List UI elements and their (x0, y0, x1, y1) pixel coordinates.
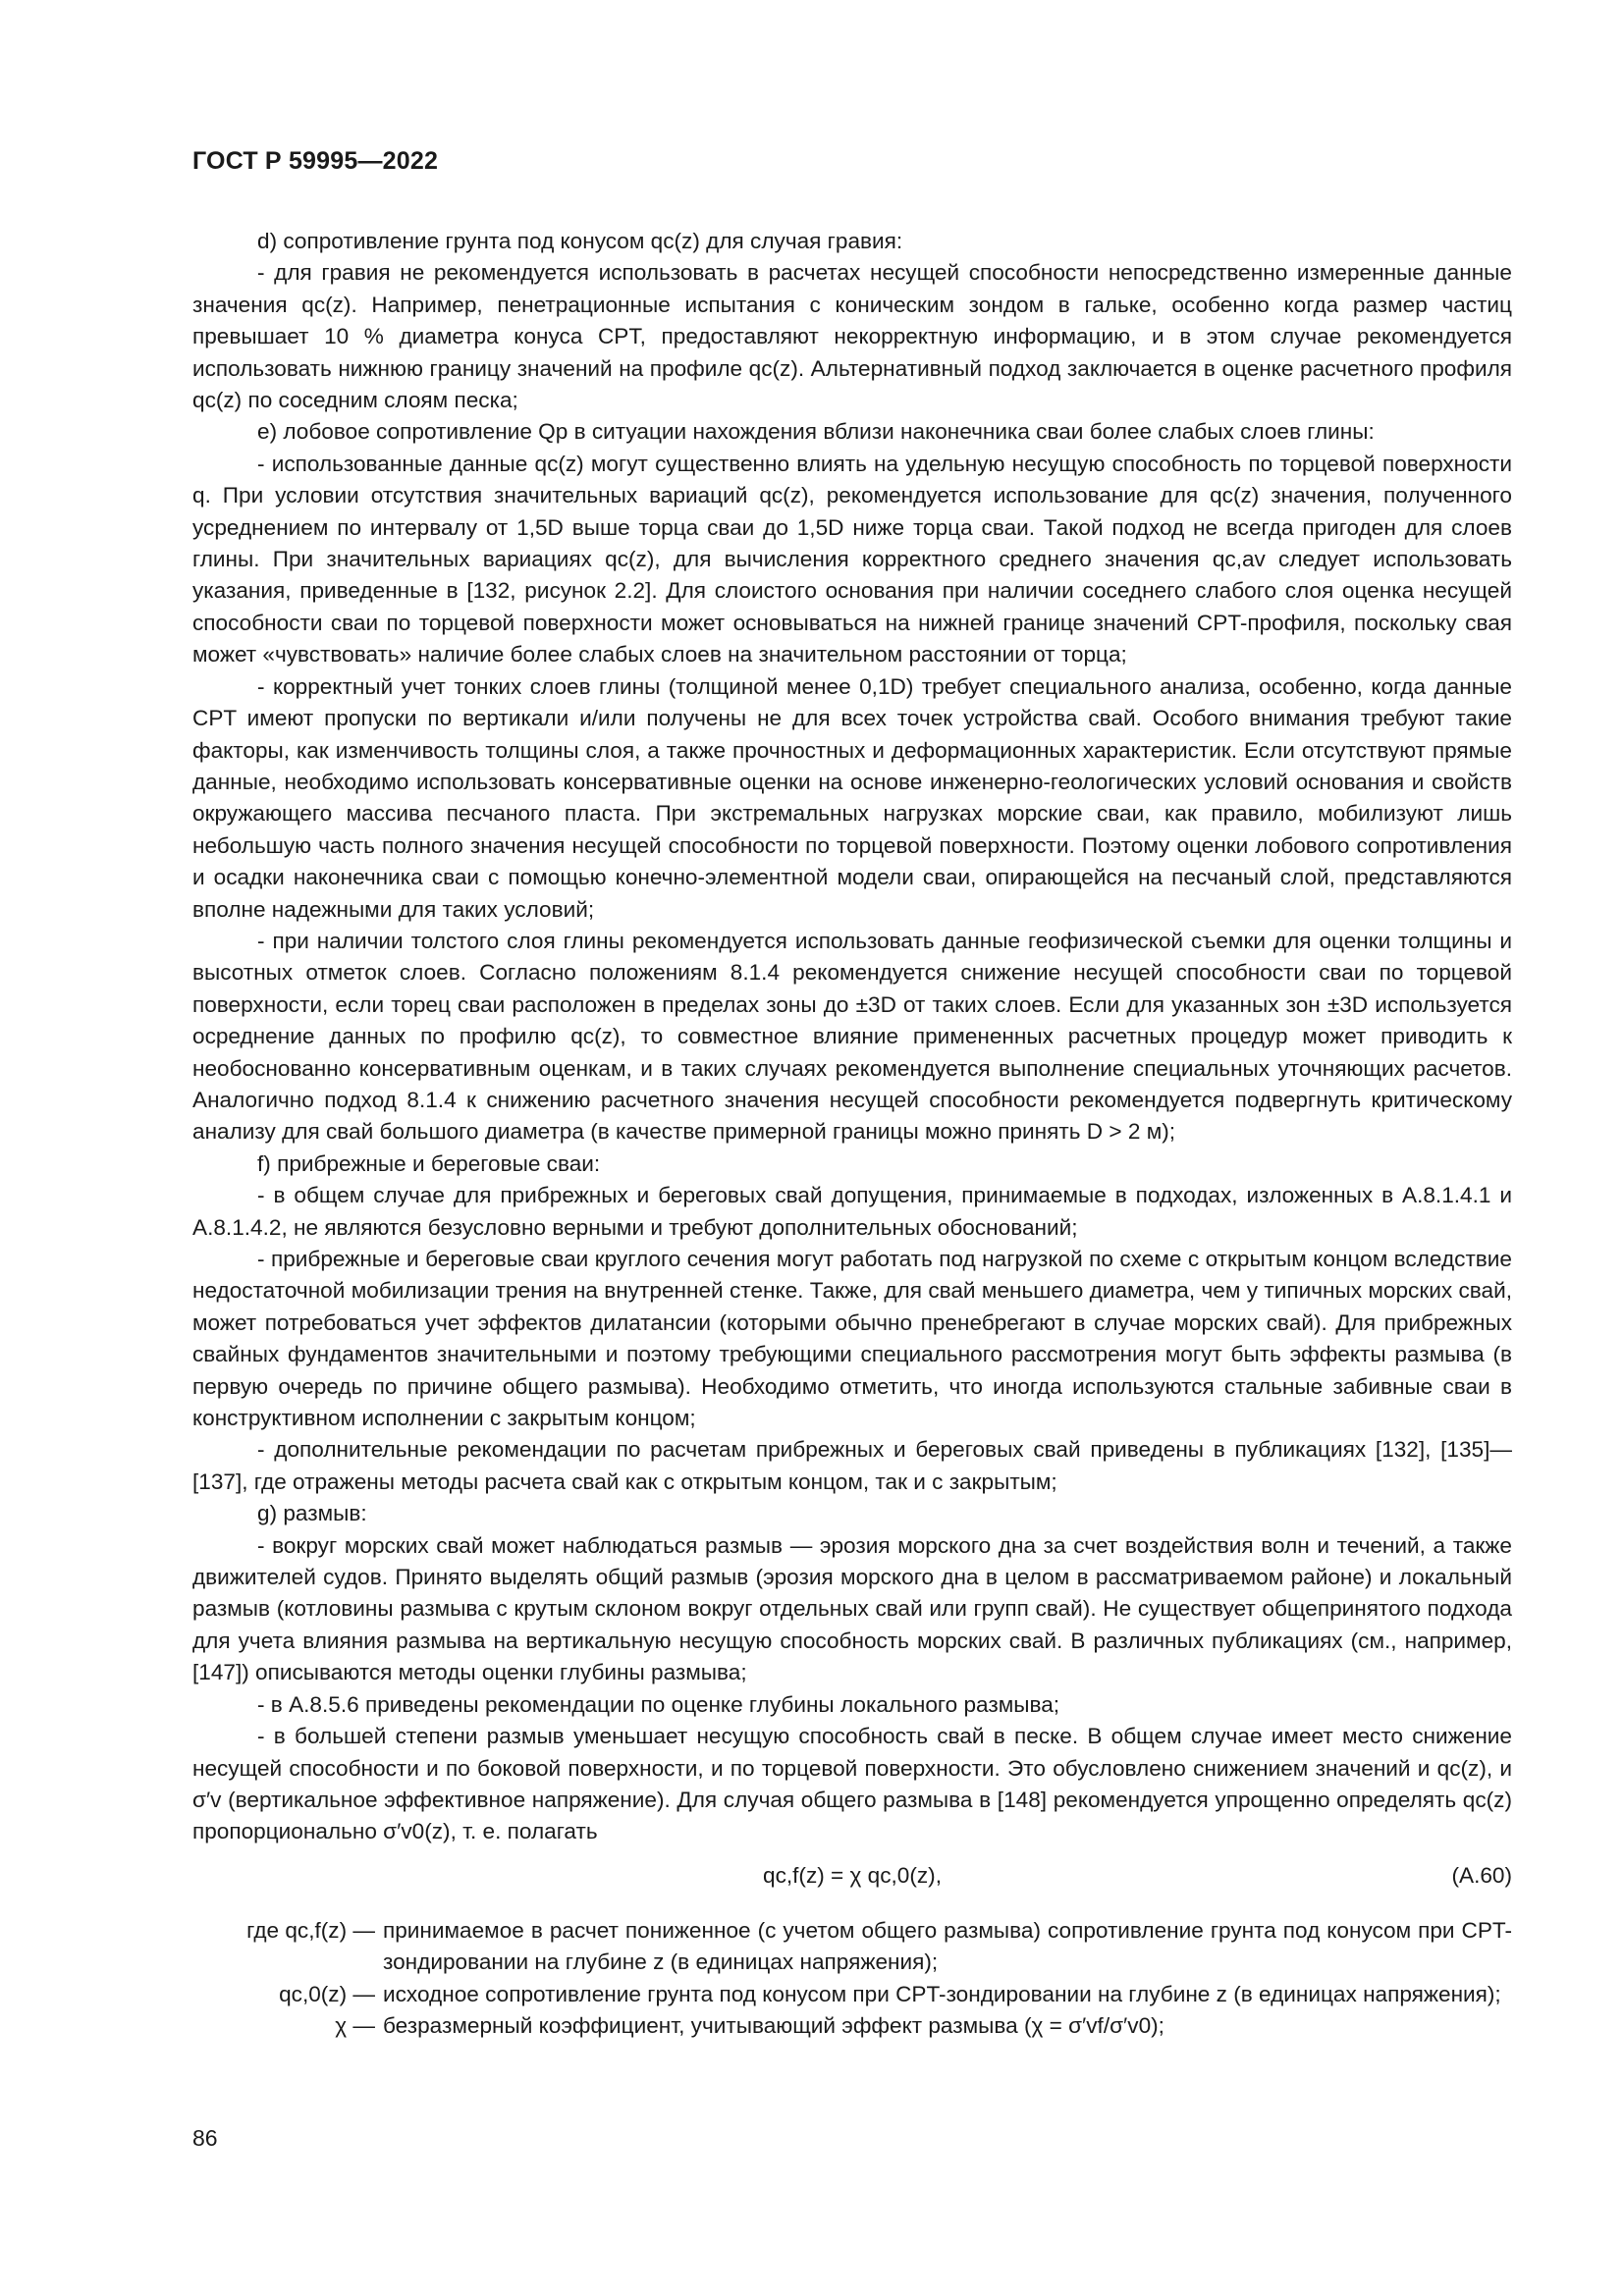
definition-text: исходное сопротивление грунта под конусом при CPT-зондировании на глубине z (в единицах напряжения); (383, 1981, 1501, 2006)
definition-item (192, 1979, 1512, 2010)
bullet-qc-data: - использованные данные qc(z) могут существенно влиять на удельную несущую способность по торцевой поверхности q. При условии отсутствия значительных вариаций qc(z), рекомендуется использование для qc(z) значения, полученного усреднением по интервалу от 1,5D выше торца сваи до 1,5D ниже торца сваи. Такой подход не всегда пригоден для слоев глины. При значительных вариациях qc(z), для вычисления корректного среднего значения qc,av следует использовать указания, приведенные в [132, рисунок 2.2]. Для слоистого основания при наличии соседнего слабого слоя оценка несущей способности сваи по торцевой поверхности может основываться на нижней границе значений CPT-профиля, поскольку свая может «чувствовать» наличие более слабых слоев на значительном расстоянии от торца; (192, 451, 1512, 667)
document-header: ГОСТ Р 59995—2022 (192, 147, 439, 175)
bullet-gravel: - для гравия не рекомендуется использовать в расчетах несущей способности непосредственно измеренные данные значения qc(z). Например, пенетрационные испытания с коническим зондом в гальке, особенно когда размер частиц превышает 10 % диаметра конуса CPT, предоставляют некорректную информацию, и в этом случае рекомендуется использовать нижнюю границу значений на профиле qc(z). Альтернативный подход заключается в оценке расчетного профиля qc(z) по соседним слоям песка; (192, 260, 1512, 413)
bullet-assumptions: - в общем случае для прибрежных и береговых свай допущения, принимаемые в подходах, изложенных в А.8.1.4.1 и А.8.1.4.2, не являются безусловно верными и требуют дополнительных обоснований; (192, 1183, 1512, 1240)
item-g: g) размыв: (257, 1501, 367, 1526)
formula-number: (А.60) (1451, 1862, 1512, 1888)
bullet-scour: - вокруг морских свай может наблюдаться размыв — эрозия морского дна за счет воздействия волн и течений, а также движителей судов. Принято выделять общий размыв (эрозия морского дна в целом в рассматриваемом районе) и локальный размыв (котловины размыва с крутым склоном вокруг отдельных свай или групп свай). Не существует общепринятого подхода для учета влияния размыва на вертикальную несущую способность морских свай. В различных публикациях (см., например, [147]) описываются методы оценки глубины размыва; (192, 1532, 1512, 1685)
formula-expression: qc,f(z) = χ qc,0(z), (763, 1862, 942, 1888)
bullet-round-piles: - прибрежные и береговые сваи круглого сечения могут работать под нагрузкой по схеме с открытым концом вследствие недостаточной мобилизации трения на внутренней стенке. Также, для свай меньшего диаметра, чем у типичных морских свай, может потребоваться учет эффектов дилатансии (которыми обычно пренебрегают в случае морских свай). Для прибрежных свайных фундаментов значительными и поэтому требующими специального рассмотрения могут быть эффекты размыва (в первую очередь по причине общего размыва). Необходимо отметить, что иногда используются стальные забивные сваи в конструктивном исполнении с закрытым концом; (192, 1247, 1512, 1431)
definition-item (192, 1915, 1512, 1979)
definition-term: где qc,f(z) — (246, 1917, 375, 1943)
bullet-thin-clay: - корректный учет тонких слоев глины (толщиной менее 0,1D) требует специального анализа, особенно, когда данные CPT имеют пропуски по вертикали и/или получены не для всех точек устройства свай. Особого внимания требуют такие факторы, как изменчивость толщины слоя, а также прочностных и деформационных характеристик. Если отсутствуют прямые данные, необходимо использовать консервативные оценки на основе инженерно-геологических условий основания и свойств окружающего массива песчаного пласта. При экстремальных нагрузках морские сваи, как правило, мобилизуют лишь небольшую часть полного значения несущей способности по торцевой поверхности. Поэтому оценки лобового сопротивления и осадки наконечника сваи с помощью конечно-элементной модели сваи, опирающейся на песчаный слой, представляются вполне надежными для таких условий; (192, 673, 1512, 922)
definition-text: принимаемое в расчет пониженное (с учетом общего размыва) сопротивление грунта под конусом при CPT-зондировании на глубине z (в единицах напряжения); (383, 1917, 1512, 1975)
item-d: d) сопротивление грунта под конусом qc(z) для случая гравия: (257, 229, 903, 253)
bullet-publications: - дополнительные рекомендации по расчетам прибрежных и береговых свай приведены в публикациях [132], [135]—[137], где отражены методы расчета свай как с открытым концом, так и с закрытым; (192, 1437, 1512, 1494)
definition-item (192, 2010, 1512, 2042)
bullet-local-scour: - в А.8.5.6 приведены рекомендации по оценке глубины локального размыва; (257, 1691, 1060, 1717)
bullet-scour-sand: - в большей степени размыв уменьшает несущую способность свай в песке. В общем случае имеет место снижение несущей способности и по боковой поверхности, и по торцевой поверхности. Это обусловлено снижением значений и qc(z), и σ′v (вертикальное эффективное напряжение). Для случая общего размыва в [148] рекомендуется упрощенно определять qc(z) пропорционально σ′v0(z), т. е. полагать (192, 1724, 1512, 1844)
item-e: e) лобовое сопротивление Qp в ситуации нахождения вблизи наконечника сваи более слабых слоев глины: (257, 419, 1375, 445)
definitions-list (192, 1915, 1512, 2043)
definition-text: безразмерный коэффициент, учитывающий эффект размыва (χ = σ′vf/σ′v0); (383, 2012, 1164, 2038)
definition-term: χ — (335, 2012, 375, 2038)
item-f: f) прибрежные и береговые сваи: (257, 1150, 601, 1176)
formula-a60 (192, 1860, 1512, 1899)
page-number: 86 (192, 2125, 218, 2151)
definition-term: qc,0(z) — (279, 1981, 375, 2006)
bullet-thick-clay: - при наличии толстого слоя глины рекомендуется использовать данные геофизической съемки для оценки толщины и высотных отметок слоев. Согласно положениям 8.1.4 рекомендуется снижение несущей способности сваи по торцевой поверхности, если торец сваи расположен в пределах зоны до ±3D от таких слоев. Если для указанных зон ±3D используется осреднение данных по профилю qc(z), то совместное влияние примененных расчетных процедур может приводить к необоснованно консервативным оценкам, и в таких случаях рекомендуется выполнение специальных уточняющих расчетов. Аналогично подход 8.1.4 к снижению расчетного значения несущей способности рекомендуется подвергнуть критическому анализу для свай большого диаметра (в качестве примерной границы можно принять D > 2 м); (192, 928, 1513, 1145)
document-body (192, 226, 1512, 2042)
